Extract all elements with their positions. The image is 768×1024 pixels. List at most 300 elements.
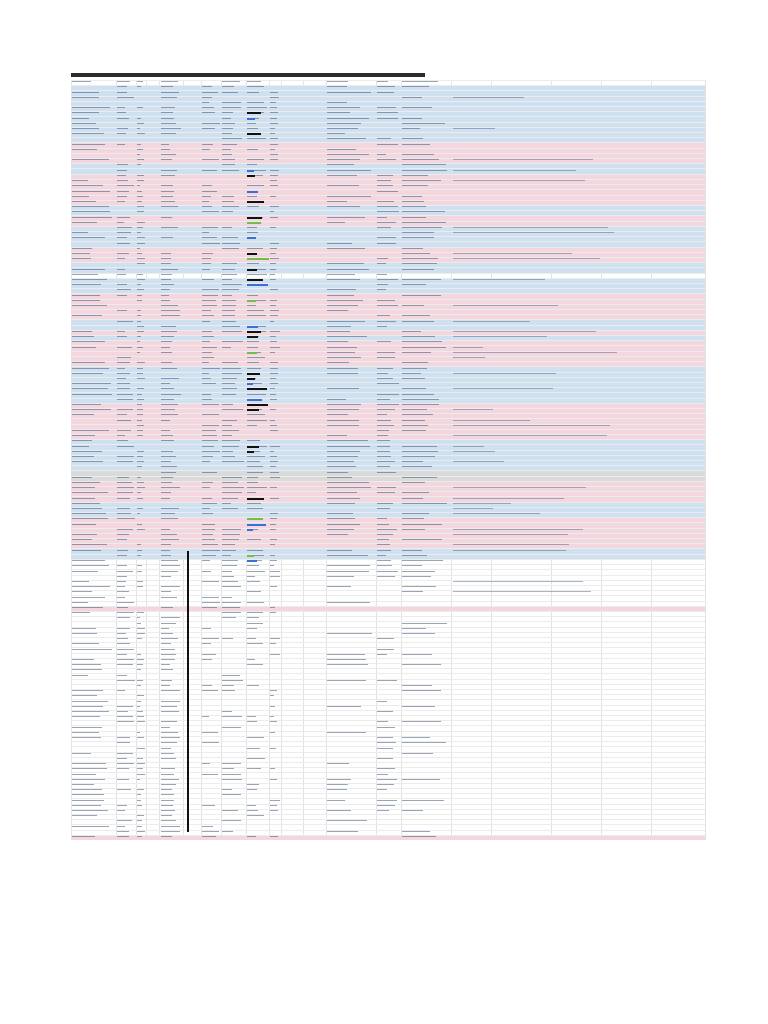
cell-text: [222, 425, 232, 426]
cell-text: [161, 144, 169, 145]
cell-text: [202, 373, 209, 374]
cell-text: [117, 362, 130, 363]
cell-text: [222, 774, 241, 775]
cell-text: [377, 560, 391, 561]
cell-text: [117, 373, 130, 374]
cell-text: [161, 513, 175, 514]
progress-bar: [247, 451, 254, 453]
cell-text: [117, 310, 127, 311]
row-divider: [71, 752, 705, 753]
cell-text: [161, 529, 170, 530]
cell-text: [377, 789, 387, 790]
cell-text: [222, 612, 241, 613]
cell-text: [327, 518, 355, 519]
cell-text: [222, 86, 234, 87]
cell-text: [117, 217, 130, 218]
cell-text: [327, 196, 371, 197]
cell-text: [377, 274, 387, 275]
cell-text: [202, 414, 219, 415]
cell-text: [117, 826, 125, 827]
row-divider: [71, 278, 705, 279]
cell-text: [402, 477, 437, 478]
cell-text: [377, 258, 388, 259]
cell-text: [161, 701, 180, 702]
cell-text: [161, 128, 181, 129]
cell-text: [161, 669, 173, 670]
cell-text: [222, 149, 231, 150]
cell-text: [247, 263, 259, 264]
cell-text: [327, 555, 368, 556]
cell-text: [161, 362, 172, 363]
cell-text: [222, 211, 233, 212]
cell-note: [453, 232, 614, 233]
cell-text: [327, 565, 370, 566]
cell-text: [270, 185, 278, 186]
progress-bar: [247, 399, 262, 401]
cell-text: [222, 394, 236, 395]
cell-text: [377, 185, 393, 186]
cell-text: [222, 128, 233, 129]
cell-text: [137, 341, 140, 342]
cell-text: [137, 492, 141, 493]
cell-text: [72, 571, 98, 572]
cell-note: [453, 180, 585, 181]
cell-text: [222, 248, 239, 249]
row-divider: [71, 601, 705, 602]
cell-text: [161, 310, 180, 311]
cell-text: [117, 378, 126, 379]
row-divider: [71, 299, 705, 300]
row-divider: [71, 606, 705, 607]
cell-text: [402, 331, 421, 332]
cell-text: [161, 534, 177, 535]
cell-text: [137, 555, 141, 556]
cell-text: [137, 211, 144, 212]
cell-text: [161, 664, 170, 665]
cell-text: [247, 466, 263, 467]
cell-text: [222, 680, 243, 681]
row-divider: [71, 460, 705, 461]
cell-text: [72, 836, 95, 837]
cell-text: [222, 675, 240, 676]
cell-text: [327, 633, 372, 634]
cell-text: [402, 466, 432, 467]
cell-text: [72, 503, 100, 504]
cell-text: [202, 550, 220, 551]
cell-text: [402, 420, 425, 421]
cell-text: [202, 742, 219, 743]
cell-text: [247, 789, 257, 790]
cell-text: [377, 144, 398, 145]
cell-text: [117, 144, 125, 145]
cell-text: [72, 815, 97, 816]
cell-text: [117, 461, 133, 462]
frozen-column-divider[interactable]: [187, 551, 189, 832]
cell-text: [402, 628, 426, 629]
cell-text: [222, 409, 243, 410]
cell-text: [117, 399, 133, 400]
cell-text: [270, 305, 276, 306]
spreadsheet-grid[interactable]: [71, 80, 705, 840]
row-divider: [71, 330, 705, 331]
cell-text: [117, 706, 133, 707]
row-divider: [71, 325, 705, 326]
cell-text: [327, 586, 351, 587]
cell-text: [161, 86, 173, 87]
row-divider: [71, 632, 705, 633]
cell-text: [137, 774, 145, 775]
cell-text: [72, 196, 89, 197]
cell-text: [270, 243, 279, 244]
cell-text: [270, 300, 277, 301]
cell-text: [117, 191, 129, 192]
cell-text: [72, 737, 101, 738]
cell-text: [402, 164, 446, 165]
progress-bar: [247, 352, 257, 354]
cell-text: [222, 831, 233, 832]
cell-text: [402, 227, 442, 228]
row-divider: [71, 424, 705, 425]
cell-text: [117, 768, 129, 769]
cell-text: [222, 133, 232, 134]
cell-note: [453, 498, 564, 499]
cell-text: [402, 217, 426, 218]
cell-text: [402, 425, 428, 426]
cell-text: [247, 617, 259, 618]
row-divider: [71, 741, 705, 742]
cell-text: [202, 446, 214, 447]
cell-text: [161, 779, 179, 780]
cell-text: [327, 243, 352, 244]
row-divider: [71, 694, 705, 695]
cell-text: [72, 779, 105, 780]
cell-text: [377, 430, 389, 431]
cell-text: [402, 399, 439, 400]
cell-text: [202, 508, 210, 509]
cell-text: [327, 289, 356, 290]
cell-text: [202, 774, 218, 775]
cell-text: [137, 274, 143, 275]
cell-text: [72, 701, 108, 702]
cell-text: [137, 716, 144, 717]
cell-text: [247, 612, 263, 613]
cell-text: [161, 680, 172, 681]
cell-text: [327, 112, 350, 113]
cell-text: [270, 289, 278, 290]
row-divider: [71, 757, 705, 758]
cell-text: [161, 92, 179, 93]
cell-text: [377, 524, 389, 525]
cell-text: [202, 560, 210, 561]
cell-text: [161, 721, 177, 722]
row-divider: [71, 725, 705, 726]
cell-text: [222, 321, 236, 322]
cell-text: [72, 206, 109, 207]
row-divider: [71, 392, 705, 393]
cell-text: [202, 581, 219, 582]
cell-text: [117, 534, 129, 535]
cell-text: [161, 544, 171, 545]
cell-text: [72, 565, 109, 566]
row-divider: [71, 174, 705, 175]
cell-text: [161, 518, 178, 519]
cell-text: [137, 295, 142, 296]
progress-bar: [247, 170, 254, 172]
cell-text: [137, 529, 145, 530]
progress-bar: [247, 201, 264, 203]
cell-text: [270, 487, 277, 488]
cell-text: [377, 315, 390, 316]
cell-text: [202, 654, 216, 655]
cell-text: [137, 388, 144, 389]
cell-text: [377, 211, 399, 212]
cell-text: [202, 128, 215, 129]
cell-text: [247, 758, 265, 759]
row-divider: [71, 179, 705, 180]
cell-text: [247, 565, 259, 566]
cell-text: [202, 602, 220, 603]
cell-text: [222, 810, 238, 811]
cell-text: [137, 191, 142, 192]
cell-text: [222, 685, 234, 686]
cell-text: [72, 550, 101, 551]
cell-text: [117, 638, 128, 639]
cell-text: [137, 680, 143, 681]
cell-text: [402, 685, 432, 686]
cell-text: [72, 305, 107, 306]
cell-text: [137, 544, 141, 545]
cell-text: [137, 321, 141, 322]
cell-text: [161, 659, 175, 660]
cell-text: [72, 544, 107, 545]
cell-text: [402, 279, 441, 280]
cell-text: [72, 430, 109, 431]
cell-text: [72, 560, 105, 561]
cell-text: [72, 774, 96, 775]
cell-text: [117, 649, 134, 650]
cell-text: [137, 128, 140, 129]
row-divider: [71, 116, 705, 117]
cell-text: [270, 347, 280, 348]
row-divider: [71, 413, 705, 414]
cell-text: [247, 784, 259, 785]
cell-text: [270, 336, 276, 337]
cell-text: [72, 253, 90, 254]
cell-text: [161, 794, 174, 795]
cell-text: [327, 789, 347, 790]
cell-text: [202, 394, 211, 395]
row-divider: [71, 595, 705, 596]
cell-text: [117, 690, 125, 691]
cell-text: [270, 732, 275, 733]
row-divider: [71, 398, 705, 399]
cell-text: [72, 274, 98, 275]
cell-text: [270, 539, 277, 540]
cell-text: [72, 269, 105, 270]
row-divider: [71, 663, 705, 664]
cell-text: [202, 196, 211, 197]
cell-text: [117, 789, 131, 790]
cell-text: [247, 581, 260, 582]
cell-text: [402, 388, 426, 389]
cell-text: [247, 716, 256, 717]
cell-text: [202, 279, 214, 280]
cell-text: [377, 243, 396, 244]
cell-note: [453, 159, 593, 160]
cell-text: [202, 305, 217, 306]
cell-text: [222, 300, 236, 301]
cell-text: [161, 258, 171, 259]
cell-text: [161, 383, 170, 384]
cell-text: [247, 102, 264, 103]
row-divider: [71, 418, 705, 419]
row-divider: [71, 387, 705, 388]
cell-text: [72, 373, 103, 374]
cell-text: [202, 472, 217, 473]
cell-text: [72, 732, 99, 733]
cell-text: [202, 826, 213, 827]
row-divider: [71, 85, 705, 86]
cell-text: [202, 253, 213, 254]
cell-text: [222, 435, 232, 436]
cell-text: [117, 456, 134, 457]
cell-text: [377, 284, 388, 285]
row-divider: [71, 450, 705, 451]
cell-text: [137, 638, 142, 639]
cell-text: [402, 539, 442, 540]
row-divider: [71, 538, 705, 539]
row-divider: [71, 481, 705, 482]
cell-text: [161, 440, 174, 441]
cell-text: [161, 774, 174, 775]
cell-text: [247, 138, 266, 139]
cell-text: [161, 836, 172, 837]
cell-text: [72, 716, 100, 717]
cell-note: [453, 336, 547, 337]
cell-text: [377, 222, 396, 223]
cell-text: [327, 409, 359, 410]
cell-text: [327, 107, 360, 108]
cell-text: [161, 597, 177, 598]
row-divider: [71, 184, 705, 185]
cell-text: [247, 149, 258, 150]
cell-note: [453, 357, 485, 358]
row-divider: [71, 189, 705, 190]
cell-text: [161, 737, 180, 738]
cell-text: [270, 571, 280, 572]
cell-text: [161, 378, 179, 379]
cell-text: [117, 388, 130, 389]
cell-text: [377, 420, 391, 421]
cell-text: [270, 258, 279, 259]
row-divider: [71, 684, 705, 685]
cell-text: [247, 492, 256, 493]
cell-text: [161, 789, 172, 790]
cell-text: [327, 326, 351, 327]
cell-note: [453, 331, 596, 332]
cell-note: [453, 388, 553, 389]
cell-text: [202, 258, 211, 259]
cell-text: [377, 492, 395, 493]
cell-text: [402, 305, 424, 306]
row-divider: [71, 778, 705, 779]
row-divider: [71, 715, 705, 716]
cell-text: [222, 164, 235, 165]
cell-text: [377, 289, 386, 290]
cell-text: [202, 487, 210, 488]
cell-text: [222, 727, 241, 728]
progress-bar: [247, 237, 256, 239]
cell-text: [402, 352, 431, 353]
cell-text: [222, 430, 239, 431]
cell-text: [327, 201, 347, 202]
row-divider: [71, 585, 705, 586]
cell-text: [402, 118, 422, 119]
cell-text: [137, 373, 143, 374]
cell-text: [377, 638, 394, 639]
cell-text: [327, 362, 349, 363]
cell-text: [327, 123, 361, 124]
cell-text: [72, 211, 110, 212]
cell-text: [377, 206, 398, 207]
cell-text: [270, 175, 278, 176]
cell-text: [327, 269, 369, 270]
progress-bar: [247, 560, 257, 562]
cell-text: [137, 654, 141, 655]
progress-bar: [247, 378, 255, 380]
cell-text: [137, 508, 143, 509]
cell-text: [247, 482, 258, 483]
row-divider: [71, 496, 705, 497]
cell-text: [327, 92, 371, 93]
cell-text: [402, 654, 432, 655]
cell-text: [247, 623, 263, 624]
row-divider: [71, 403, 705, 404]
cell-text: [222, 373, 242, 374]
cell-text: [327, 352, 355, 353]
cell-text: [161, 206, 178, 207]
cell-text: [137, 779, 140, 780]
cell-text: [72, 388, 108, 389]
row-divider: [71, 543, 705, 544]
cell-text: [402, 368, 427, 369]
progress-bar: [247, 518, 263, 520]
cell-text: [117, 643, 130, 644]
cell-text: [377, 456, 391, 457]
progress-bar: [247, 217, 262, 219]
cell-text: [202, 227, 218, 228]
cell-text: [247, 368, 261, 369]
cell-text: [161, 623, 176, 624]
cell-text: [402, 170, 447, 171]
cell-text: [377, 654, 387, 655]
cell-text: [161, 274, 172, 275]
cell-text: [137, 222, 145, 223]
cell-text: [327, 263, 364, 264]
cell-text: [72, 768, 107, 769]
cell-text: [270, 102, 276, 103]
cell-text: [327, 571, 369, 572]
cell-text: [161, 394, 181, 395]
cell-text: [72, 149, 97, 150]
cell-text: [402, 196, 422, 197]
progress-bar: [247, 331, 261, 333]
cell-text: [117, 430, 131, 431]
row-divider: [71, 267, 705, 268]
cell-text: [222, 154, 232, 155]
row-divider: [71, 80, 705, 81]
cell-text: [117, 565, 127, 566]
